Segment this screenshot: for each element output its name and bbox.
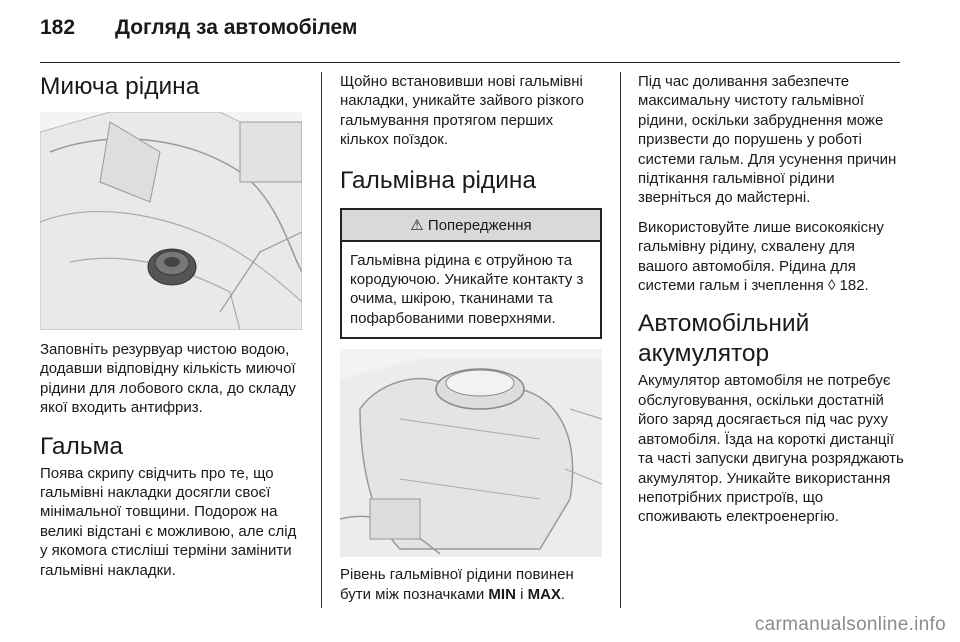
brake-fluid-reservoir-drawing (340, 349, 602, 557)
column-3 (638, 72, 906, 527)
washer-fluid-text: Заповніть резурвуар чистою водою, додавши відповідну кількість миючої рідини для лобового скла, до складу якої входить антифриз. (40, 341, 296, 417)
header-rule (40, 62, 900, 63)
header-title: Догляд за автомобілем (115, 16, 358, 39)
column-divider (321, 72, 322, 608)
fluid-level-sentence: Рівень гальмівної рідини повинен бути між позначками (340, 566, 574, 603)
fluid-quality-sentence: Використовуйте лише високоякісну гальмівну рідину, схвалену для вашого автомобіля. Рідина для системи гальм і зчеплення (638, 218, 884, 295)
warning-header (342, 210, 600, 242)
page-number: 182 (40, 16, 76, 39)
and-word: і (515, 585, 528, 603)
column-1 (40, 72, 302, 580)
warning-title: Попередження (427, 216, 532, 234)
warning-icon: ⚠ (410, 216, 424, 234)
battery-text: Акумулятор автомобіля не потребує обслуговування, оскільки достатній його заряд досягається під час руху автомобіля. Їзда на короткі дистанції та часті запуски двигуна розряджають акумулятор. Уникайте використання непотрібних пристроїв, що споживають електроенергію. (638, 372, 904, 526)
brakes-heading: Гальма (40, 432, 124, 460)
max-mark-label: MAX (527, 585, 561, 603)
washer-fluid-heading: Миюча рідина (40, 73, 200, 100)
brake-fluid-reservoir-illustration (340, 349, 602, 557)
fluid-level-text (340, 565, 602, 604)
washer-reservoir-drawing (40, 112, 302, 330)
min-mark-label: MIN (488, 585, 516, 603)
page-ref-number: 182. (835, 277, 869, 295)
column-divider (620, 72, 621, 608)
warning-text: Гальмівна рідина є отруйною та кородуючою. Уникайте контакту з очима, шкірою, тканинами та пофарбованими поверхнями. (350, 251, 584, 327)
battery-heading: Автомобільний акумулятор (638, 310, 810, 368)
sentence-end: . (560, 585, 566, 603)
refill-cleanliness-text: Під час доливання забезпечте максимальну чистоту гальмівної рідини, оскільки забруднення може призвести до порушень у роботі системи гальм. Для усунення причин підтікання гальмівної рідини зверніться до майстерні. (638, 73, 897, 207)
page-ref-arrow-icon: ◊ (827, 277, 836, 295)
fluid-quality-text (638, 218, 906, 296)
page-header (0, 0, 960, 62)
column-2 (340, 72, 602, 604)
brake-fluid-heading: Гальмівна рідина (340, 166, 537, 194)
washer-reservoir-illustration (40, 112, 302, 330)
watermark: carmanualsonline.info (754, 614, 946, 635)
brake-pads-text: Щойно встановивши нові гальмівні накладки, уникайте зайвого різкого гальмування протягом перших кількох поїздок. (340, 73, 584, 149)
warning-box (340, 208, 602, 340)
brakes-text: Поява скрипу свідчить про те, що гальмівні накладки досягли своєї мінімальної товщини. Подорож на великі відстані є можливою, але слід у якомога стисліші терміни замінити гальмівні накладки. (40, 464, 297, 579)
